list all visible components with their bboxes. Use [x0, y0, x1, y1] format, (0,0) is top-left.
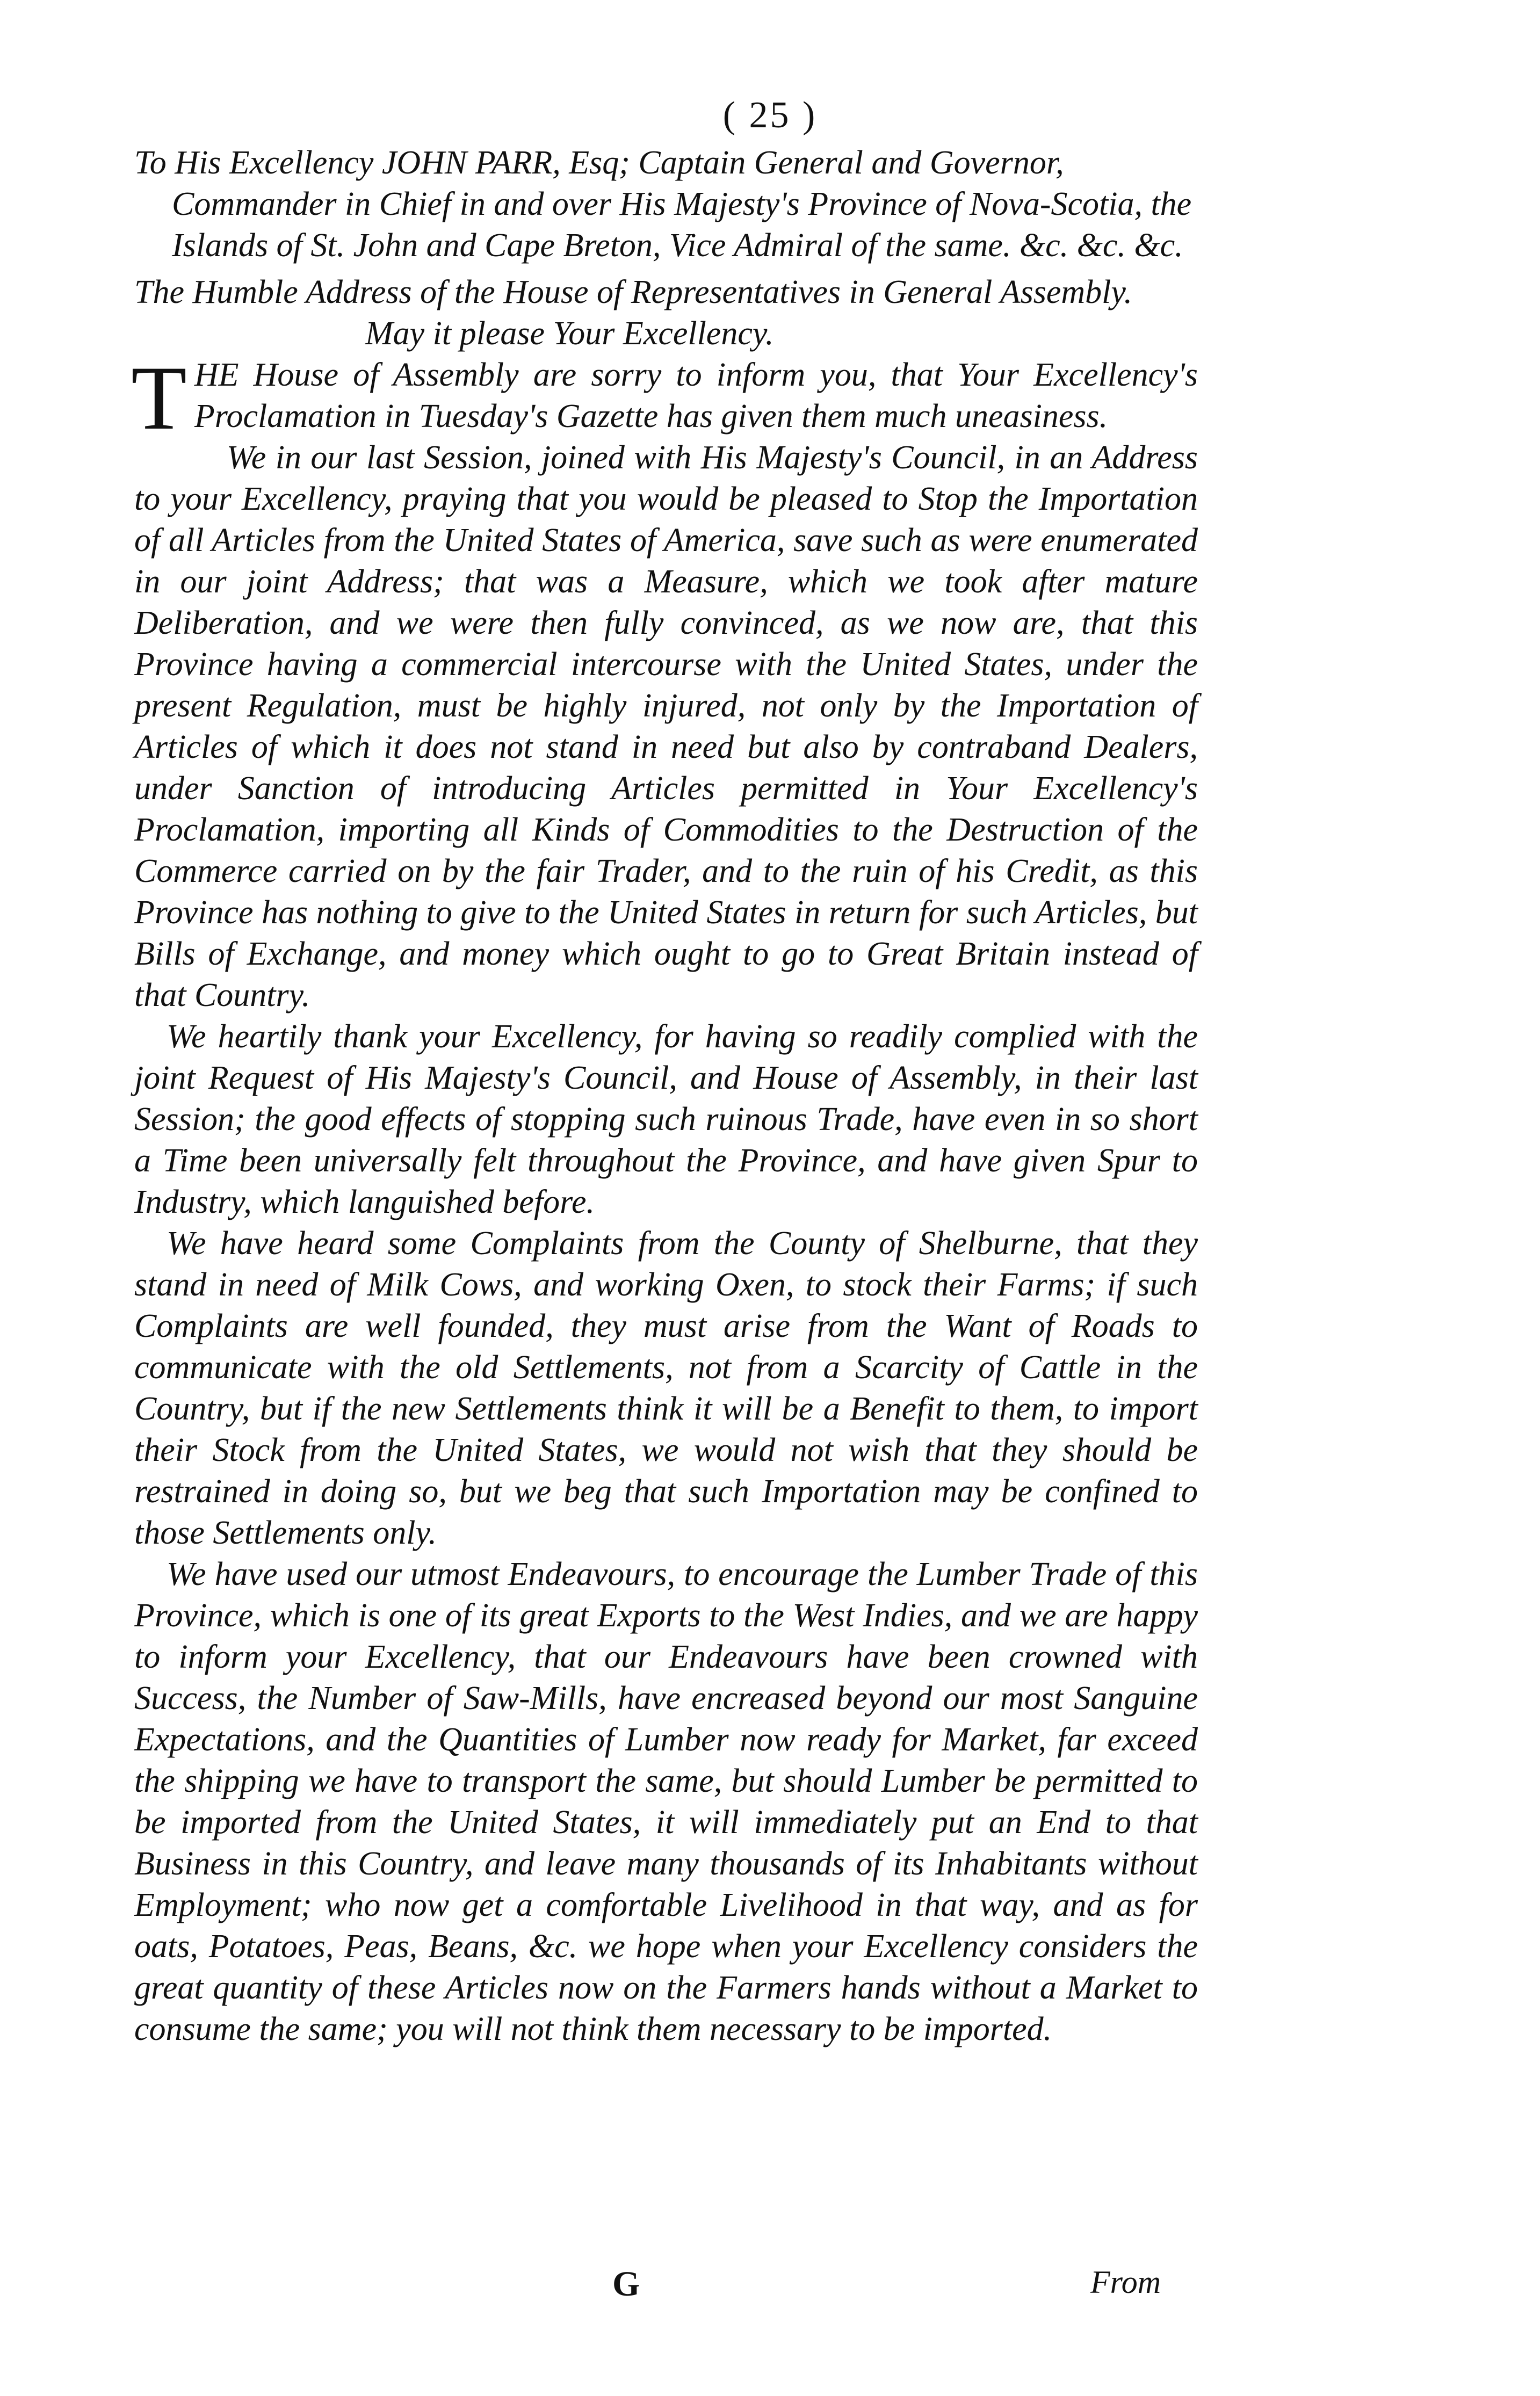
paragraph-1 [131, 348, 1198, 448]
paragraph-3: We heartily thank your Excellency, for having so readily complied with the joint Request of His Majesty's Council, and House of Assembly, in their last Session; the good effects of stopping such ruinous Trade, have even in so short a Time been universally felt throughout the Province, and have given Spur to Industry, which languished before. [134, 1018, 1198, 1220]
page-number: ( 25 ) [722, 95, 818, 136]
drop-cap: T [131, 348, 187, 448]
salutation: May it please Your Excellency. [365, 315, 774, 352]
address-text [131, 142, 1198, 2050]
address-heading: The Humble Address of the House of Representatives in General Assembly. [134, 274, 1133, 310]
signature-mark: G [612, 2264, 640, 2304]
addressee: To His Excellency JOHN PARR, Esq; Captain General and Governor, Commander in Chief in and over His Majesty's Province of Nova-Scotia, the Islands of St. John and Cape Breton, Vice Admiral of the same. &c. &c. &c. [134, 144, 1192, 264]
catchword: From [1090, 2264, 1161, 2300]
paragraph-2: We in our last Session, joined with His Majesty's Council, in an Address to your Excellency, praying that you would be pleased to Stop the Importation of all Articles from the United States of America, save such as were enumerated in our joint Address; that was a Measure, which we took after mature Deliberation, and we were then fully convinced, as we now are, that this Province having a commercial intercourse with the United States, under the present Regulation, must be highly injured, not only by the Importation of Articles of which it does not stand in need but also by contraband Dealers, under Sanction of introducing Articles permitted in Your Excellency's Proclamation, importing all Kinds of Commodities to the Destruction of the Commerce carried on by the fair Trader, and to the ruin of his Credit, as this Province has nothing to give to the United States in return for such Articles, but Bills of Exchange, and money which ought to go to Great Britain instead of that Country. [134, 439, 1198, 1014]
paragraph-1-text: HE House of Assembly are sorry to inform you, that Your Excellency's Proclamation in Tuesday's Gazette has given them much uneasiness. [194, 357, 1198, 435]
paragraph-5: We have used our utmost Endeavours, to encourage the Lumber Trade of this Province, which is one of its great Exports to the West Indies, and we are happy to inform your Excellency, that our Endeavours have been crowned with Success, the Number of Saw-Mills, have encreased beyond our most Sanguine Expectations, and the Quantities of Lumber now ready for Market, far exceed the shipping we have to transport the same, but should Lumber be permitted to be imported from the United States, it will immediately put an End to that Business in this Country, and leave many thousands of its Inhabitants without Employment; who now get a comfortable Livelihood in that way, and as for oats, Potatoes, Peas, Beans, &c. we hope when your Excellency considers the great quantity of these Articles now on the Farmers hands without a Market to consume the same; you will not think them necessary to be imported. [134, 1556, 1198, 2047]
paragraph-4: We have heard some Complaints from the County of Shelburne, that they stand in need of Milk Cows, and working Oxen, to stock their Farms; if such Complaints are well founded, they must arise from the Want of Roads to communicate with the old Settlements, not from a Scarcity of Cattle in the Country, but if the new Settlements think it will be a Benefit to them, to import their Stock from the United States, we would not wish that they should be restrained in doing so, but we beg that such Importation may be confined to those Settlements only. [134, 1225, 1198, 1551]
